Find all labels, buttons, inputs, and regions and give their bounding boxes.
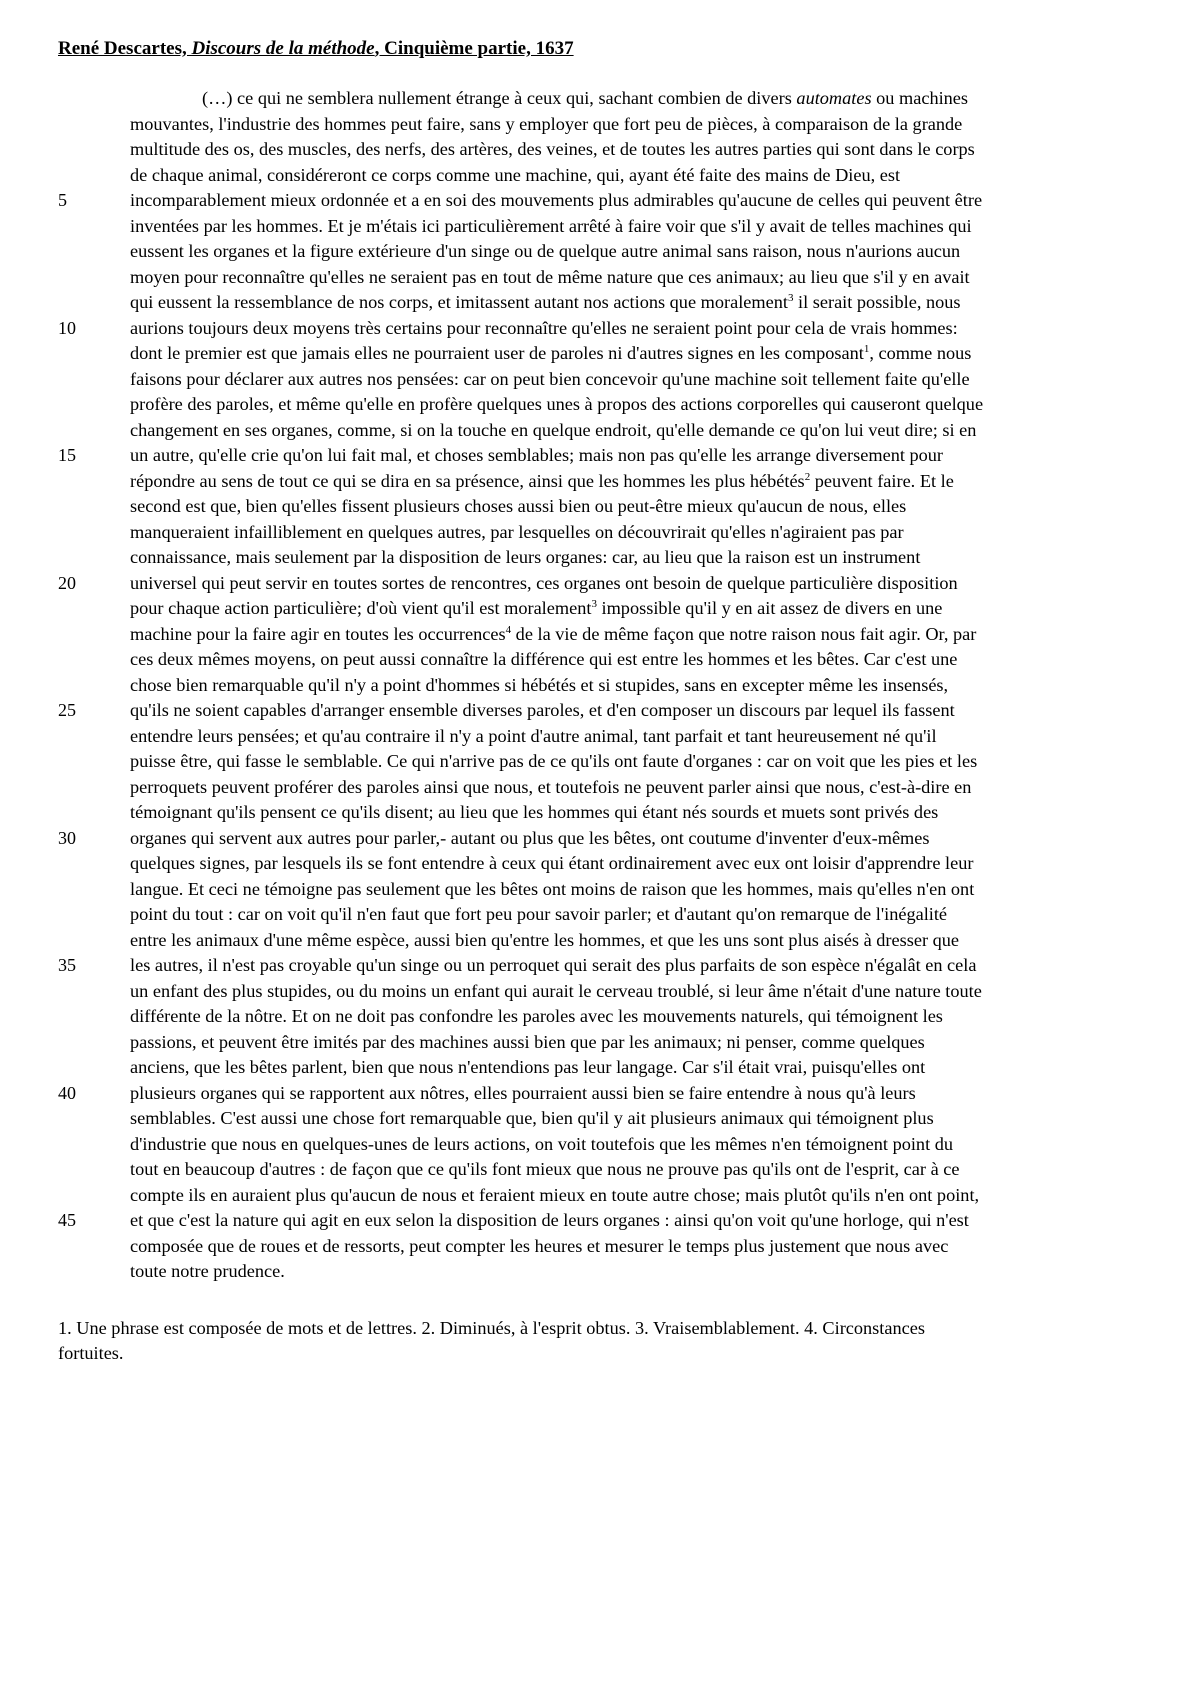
- text-line: [130, 596, 1180, 622]
- text-segment: composée que de roues et de ressorts, peut compter les heures et mesurer le temps plus justement que nous avec: [130, 1235, 949, 1256]
- text-segment: un enfant des plus stupides, ou du moins un enfant qui aurait le cerveau troublé, si leur âme n'était d'une nature toute: [130, 980, 982, 1001]
- text-segment: (…) ce qui ne semblera nullement étrange à ceux qui, sachant combien de divers: [202, 88, 797, 108]
- text-line: [130, 749, 1180, 775]
- text-segment: second est que, bien qu'elles fissent plusieurs choses aussi bien ou peut-être mieux qu'aucun de nous, elles: [130, 496, 907, 516]
- footnote-line: 1. Une phrase est composée de mots et de lettres. 2. Diminués, à l'esprit obtus. 3. Vraisemblablement. 4. Circonstances: [58, 1318, 925, 1338]
- text-line: [130, 86, 1180, 112]
- text-segment: multitude des os, des muscles, des nerfs, des artères, des veines, et de toutes les autres parties qui sont dans le corps: [130, 139, 975, 159]
- text-segment: inventées par les hommes. Et je m'étais ici particulièrement arrêté à faire voir que s'il y avait de telles machines qui: [130, 215, 972, 236]
- text-segment: faisons pour déclarer aux autres nos pensées: car on peut bien concevoir qu'une machine soit tellement faite qu'elle: [130, 368, 970, 389]
- text-segment: peuvent faire. Et le: [810, 470, 954, 491]
- text-line: [130, 877, 1180, 903]
- text-segment: témoignant qu'ils pensent ce qu'ils disent; au lieu que les hommes qui étant nés sourds et muets sont privés des: [130, 802, 939, 822]
- text-segment: perroquets peuvent proférer des paroles ainsi que nous, et toutefois ne peuvent parler ainsi que nous, c'est-à-dire en: [130, 776, 972, 797]
- text-segment: qui eussent la ressemblance de nos corps, et imitassent autant nos actions que moralement: [130, 292, 788, 312]
- text-line: [130, 1183, 1180, 1209]
- text-line: [58, 188, 1180, 214]
- line-number: 40: [58, 1082, 76, 1103]
- text-segment: profère des paroles, et même qu'elle en profère quelques unes à propos des actions corporelles qui causeront quelque: [130, 394, 984, 414]
- text-segment: impossible qu'il y en ait assez de divers en une: [596, 598, 943, 618]
- line-number: 45: [58, 1210, 76, 1230]
- text-line: [130, 137, 1180, 163]
- text-line: [130, 265, 1180, 291]
- text-segment: machine pour la faire agir en toutes les occurrences: [130, 623, 506, 644]
- text-segment: de la vie de même façon que notre raison nous fait agir. Or, par: [511, 623, 977, 644]
- footnote-ref: 3: [787, 292, 794, 304]
- line-number: 15: [58, 445, 76, 465]
- text-line: [130, 392, 1180, 418]
- text-line: [130, 1055, 1180, 1081]
- text-line: [130, 724, 1180, 750]
- text-line: [130, 290, 1180, 316]
- text-segment: il serait possible, nous: [793, 292, 961, 312]
- text-line: [130, 1234, 1180, 1260]
- text-segment: différente de la nôtre. Et on ne doit pas confondre les paroles avec les mouvements naturels, qui témoignent les: [130, 1006, 943, 1026]
- text-line: [130, 851, 1180, 877]
- footnote-line: fortuites.: [58, 1343, 124, 1363]
- text-segment: répondre au sens de tout ce qui se dira en sa présence, ainsi que les hommes les plus hébétés: [130, 470, 805, 491]
- text-line: [130, 418, 1180, 444]
- text-segment: un autre, qu'elle crie qu'on lui fait mal, et choses semblables; mais non pas qu'elle les arrange diversement pour: [130, 445, 943, 465]
- text-line: [130, 341, 1180, 367]
- line-number: 35: [58, 955, 76, 975]
- text-segment: incomparablement mieux ordonnée et a en soi des mouvements plus admirables qu'aucune de celles qui peuvent être: [130, 190, 983, 210]
- text-line: [130, 494, 1180, 520]
- text-segment: passions, et peuvent être imités par des machines aussi bien que par les animaux; ni penser, comme quelques: [130, 1031, 925, 1052]
- text-line: [130, 1030, 1180, 1056]
- line-number: 5: [58, 190, 67, 210]
- text-line: [130, 545, 1180, 571]
- text-segment: plusieurs organes qui se rapportent aux nôtres, elles pourraient aussi bien se faire entendre à nous qu'à leurs: [130, 1082, 916, 1103]
- text-segment: connaissance, mais seulement par la disposition de leurs organes: car, au lieu que la raison est un instrument: [130, 547, 921, 567]
- text-segment: qu'ils ne soient capables d'arranger ensemble diverses paroles, et d'en composer un discours par lequel ils fassent: [130, 700, 955, 720]
- text-segment: dont le premier est que jamais elles ne pourraient user de paroles ni d'autres signes en les composant: [130, 343, 864, 363]
- line-number: 30: [58, 827, 76, 848]
- text-segment: entendre leurs pensées; et qu'au contraire il n'y a point d'autre animal, tant parfait et tant heureusement né qu'il: [130, 725, 937, 746]
- footnote-ref: 2: [804, 470, 811, 483]
- text-segment: point du tout : car on voit qu'il n'en faut que fort peu pour savoir parler; et d'autant qu'on remarque de l'inégalité: [130, 904, 948, 924]
- text-segment: moyen pour reconnaître qu'elles ne seraient pas en tout de même nature que ces animaux; au lieu que s'il y en avait: [130, 266, 970, 287]
- text-line: [58, 1208, 1180, 1234]
- text-line: [58, 698, 1180, 724]
- text-line: [58, 1081, 1180, 1107]
- text-segment: chose bien remarquable qu'il n'y a point d'hommes si hébétés et si stupides, sans en excepter même les insensés,: [130, 674, 949, 695]
- text-segment: changement en ses organes, comme, si on la touche en quelque endroit, qu'elle demande ce qu'on lui veut dire; si en: [130, 419, 977, 440]
- text-line: [58, 316, 1180, 342]
- text-line: [130, 1132, 1180, 1158]
- text-segment: ces deux mêmes moyens, on peut aussi connaître la différence qui est entre les hommes et les bêtes. Car c'est une: [130, 649, 958, 669]
- text-segment: organes qui servent aux autres pour parler,- autant ou plus que les bêtes, ont coutume d'inventer d'eux-mêmes: [130, 827, 930, 848]
- footnote-ref: 3: [591, 598, 597, 610]
- footnotes: [58, 1316, 1178, 1366]
- text-line: [130, 800, 1180, 826]
- text-segment: toute notre prudence.: [130, 1261, 285, 1281]
- text-line: [130, 163, 1180, 189]
- text-line: [130, 214, 1180, 240]
- title-part: , Cinquième partie, 1637: [374, 38, 574, 59]
- text-line: [130, 112, 1180, 138]
- text-segment: universel qui peut servir en toutes sortes de rencontres, ces organes ont besoin de quelque particulière disposition: [130, 572, 958, 593]
- text-line: [130, 469, 1180, 495]
- text-segment: aurions toujours deux moyens très certains pour reconnaître qu'elles ne seraient point pour cela de vrais hommes:: [130, 317, 958, 338]
- text-segment: anciens, que les bêtes parlent, bien que nous n'entendions pas leur langage. Car s'il était vrai, puisqu'elles ont: [130, 1057, 926, 1077]
- text-segment: ou machines: [871, 88, 969, 108]
- title-author: René Descartes,: [58, 38, 192, 59]
- text-line: [58, 443, 1180, 469]
- text-line: [130, 928, 1180, 954]
- text-segment: mouvantes, l'industrie des hommes peut faire, sans y employer que fort peu de pièces, à comparaison de la grande: [130, 113, 963, 134]
- text-segment: automates: [796, 88, 872, 108]
- text-segment: de chaque animal, considéreront ce corps comme une machine, qui, ayant été faite des mains de Dieu, est: [130, 164, 901, 185]
- footnote-ref: 1: [863, 343, 870, 355]
- line-number: 20: [58, 572, 76, 593]
- text-line: [58, 571, 1180, 597]
- text-line: [58, 953, 1180, 979]
- text-line: [130, 1157, 1180, 1183]
- line-number: 10: [58, 317, 76, 338]
- line-number: 25: [58, 700, 76, 720]
- text-line: [130, 1106, 1180, 1132]
- text-line: [130, 520, 1180, 546]
- text-line: [130, 673, 1180, 699]
- text-segment: quelques signes, par lesquels ils se font entendre à ceux qui étant ordinairement avec eux ont loisir d'apprendre leur: [130, 853, 974, 873]
- text-body: [58, 86, 1180, 1285]
- text-segment: langue. Et ceci ne témoigne pas seulement que les bêtes ont moins de raison que les hommes, mais qu'elles n'en ont: [130, 878, 975, 899]
- document-title: [58, 36, 574, 62]
- text-segment: les autres, il n'est pas croyable qu'un singe ou un perroquet qui serait des plus parfaits de son espèce n'égalât en cela: [130, 955, 977, 975]
- text-segment: , comme nous: [869, 343, 972, 363]
- text-segment: manqueraient infailliblement en quelques autres, par lesquelles on découvrirait qu'elles n'agiraient pas par: [130, 521, 904, 542]
- text-segment: puisse être, qui fasse le semblable. Ce qui n'arrive pas de ce qu'ils ont faute d'organes : car on voit que les pies et les: [130, 751, 978, 771]
- text-line: [130, 902, 1180, 928]
- text-line: [130, 1004, 1180, 1030]
- text-line: [130, 775, 1180, 801]
- text-segment: d'industrie que nous en quelques-unes de leurs actions, on voit toutefois que les mêmes n'en témoignent point du: [130, 1133, 953, 1154]
- text-segment: entre les animaux d'une même espèce, aussi bien qu'entre les hommes, et que les uns sont plus aisés à dresser que: [130, 929, 960, 950]
- text-line: [130, 622, 1180, 648]
- title-work: Discours de la méthode: [191, 38, 375, 59]
- text-line: [130, 979, 1180, 1005]
- text-segment: compte ils en auraient plus qu'aucun de nous et feraient mieux en toute autre chose; mais plutôt qu'ils n'en ont point,: [130, 1184, 980, 1205]
- text-segment: eussent les organes et la figure extérieure d'un singe ou de quelque autre animal sans raison, nous n'aurions aucun: [130, 241, 961, 261]
- text-segment: pour chaque action particulière; d'où vient qu'il est moralement: [130, 598, 592, 618]
- text-line: [130, 367, 1180, 393]
- text-line: [130, 1259, 1180, 1285]
- text-segment: tout en beaucoup d'autres : de façon que ce qu'ils font mieux que nous ne prouve pas qu'ils ont de l'esprit, car à ce: [130, 1159, 960, 1179]
- footnote-ref: 4: [505, 623, 512, 636]
- text-line: [130, 239, 1180, 265]
- text-line: [130, 647, 1180, 673]
- text-segment: et que c'est la nature qui agit en eux selon la disposition de leurs organes : ainsi qu'on voit qu'une horloge, qui n'est: [130, 1210, 969, 1230]
- text-line: [58, 826, 1180, 852]
- text-segment: semblables. C'est aussi une chose fort remarquable que, bien qu'il y ait plusieurs animaux qui témoignent plus: [130, 1108, 934, 1128]
